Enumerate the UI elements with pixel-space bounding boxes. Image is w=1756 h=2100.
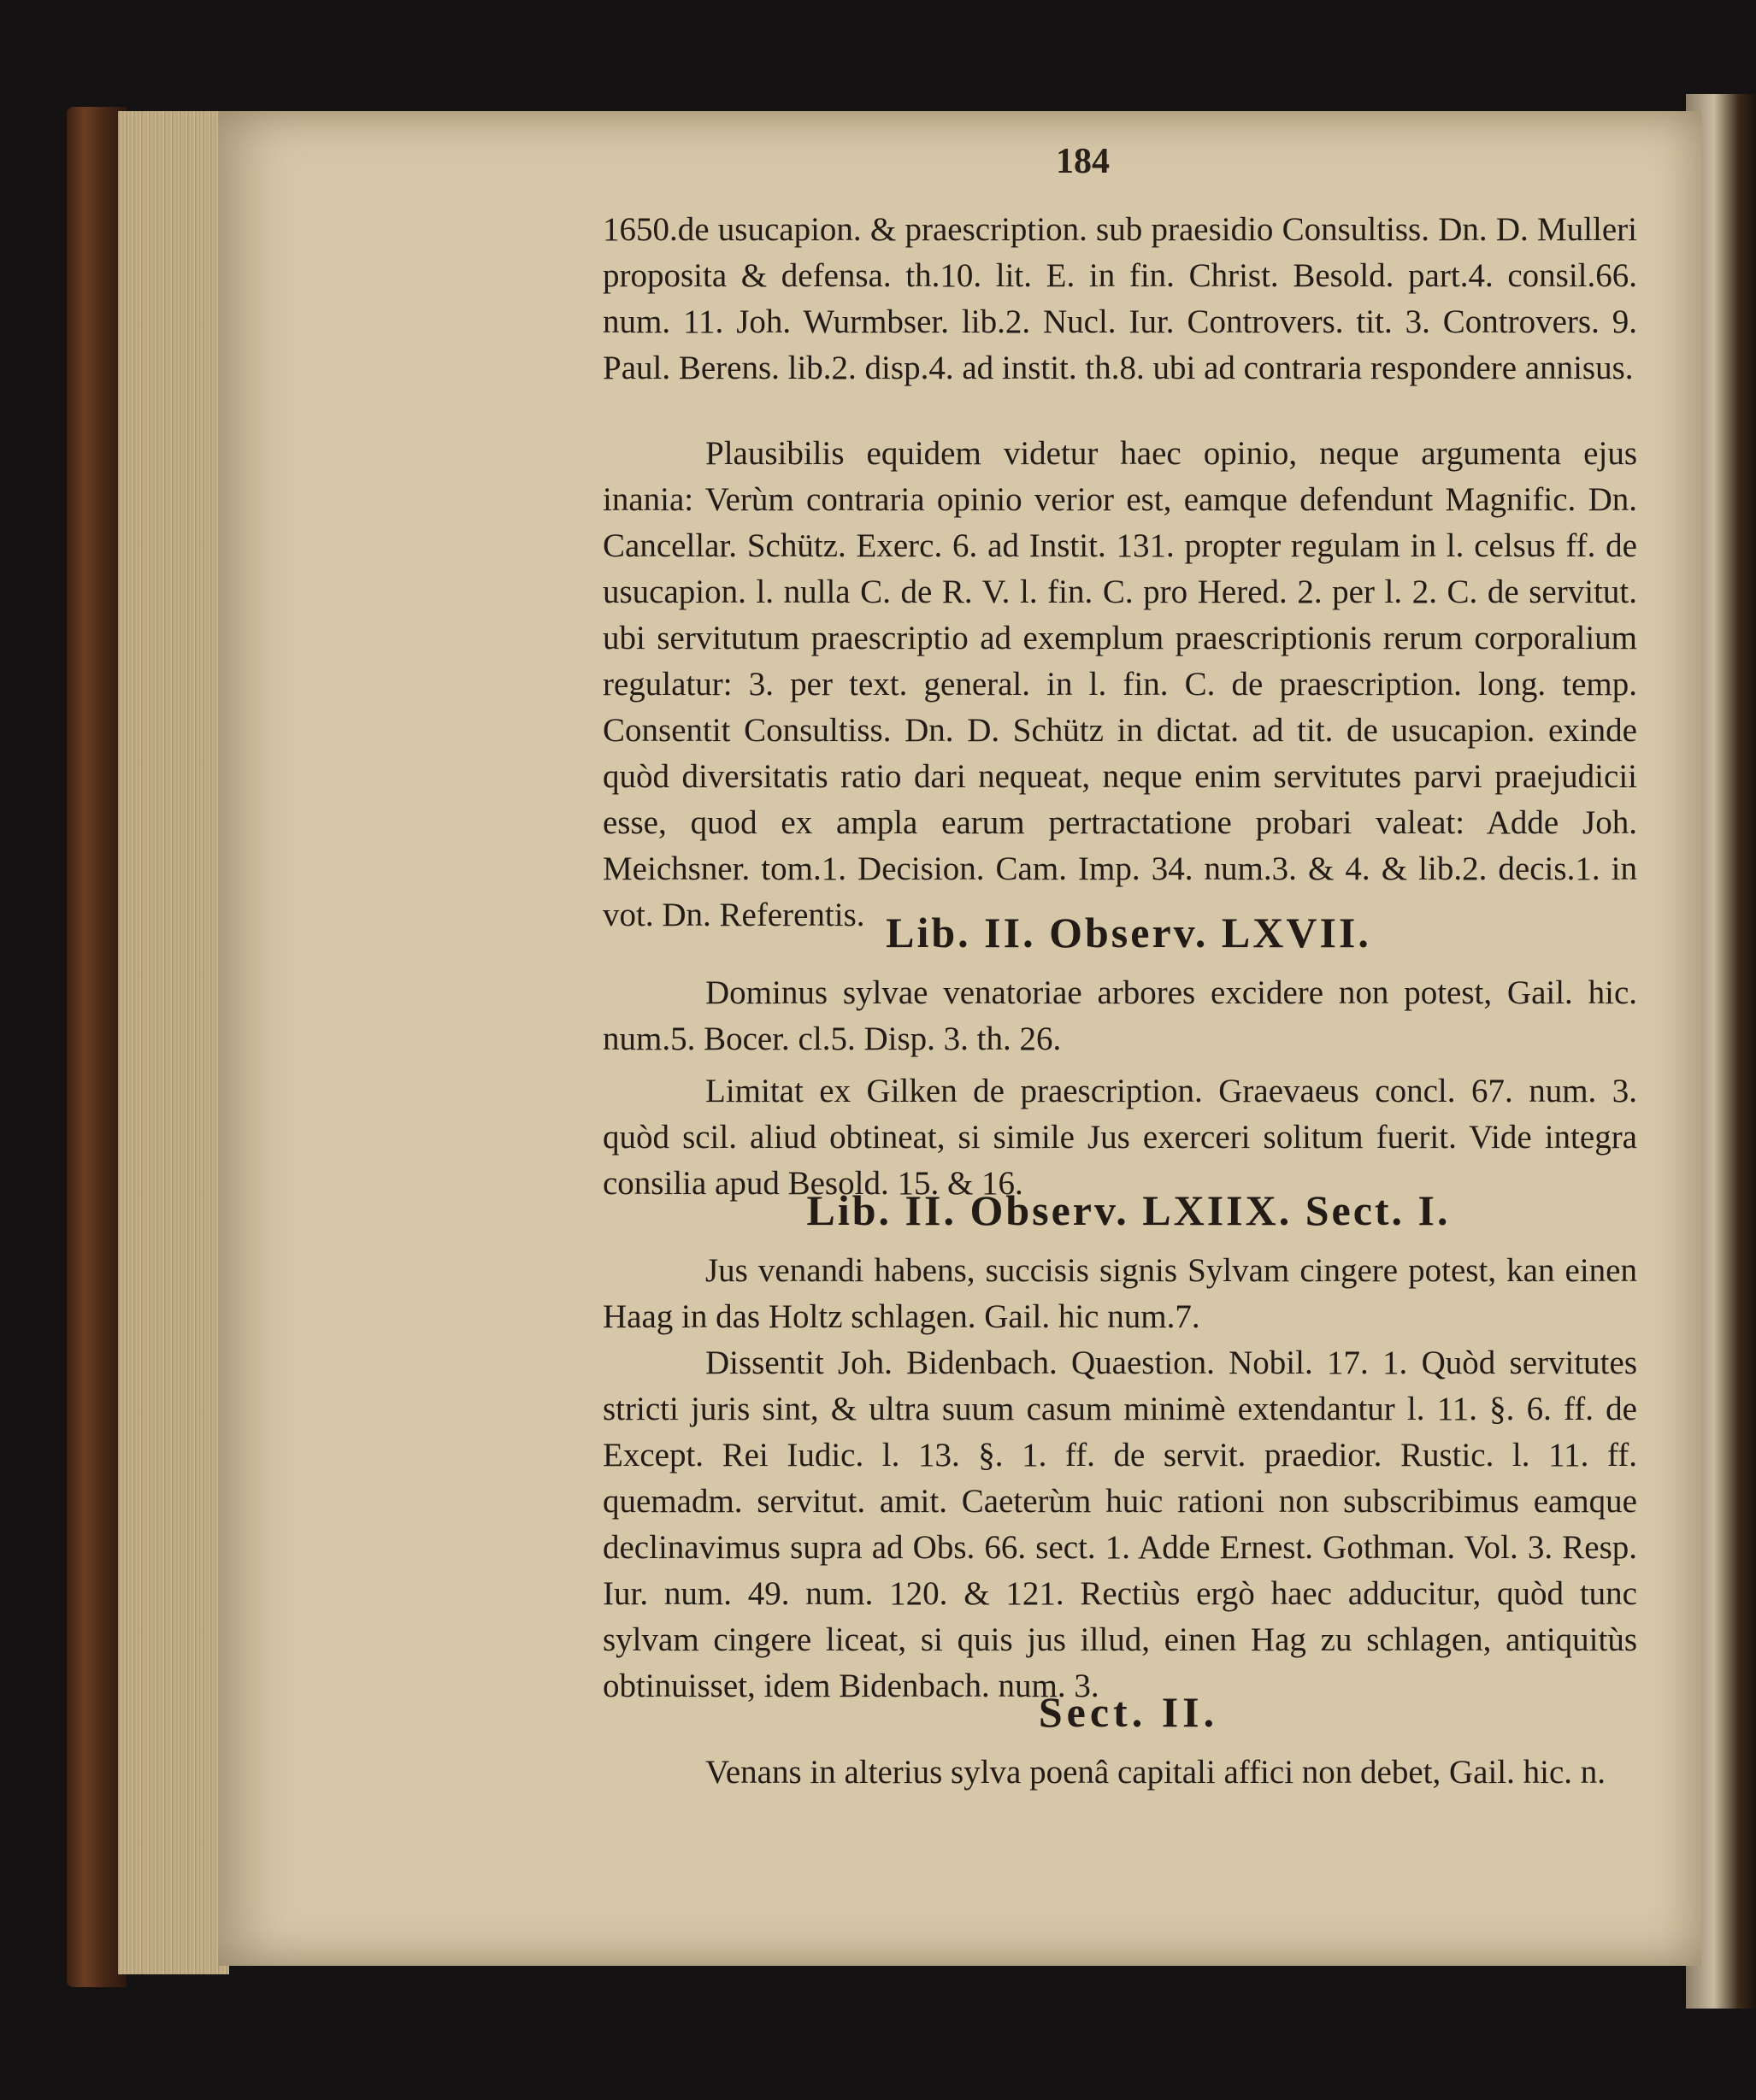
paragraph-1: 1650.de usucapion. & praescription. sub praesidio Consultiss. Dn. D. Mulleri proposita & defensa. th.10. lit. E. in fin. Christ. Besold. part.4. consil.66. num. 11. Joh. Wurmbser. lib.2. Nucl. Iur. Controvers. tit. 3. Controvers. 9. Paul. Berens. lib.2. disp.4. ad instit. th.8. ubi ad contraria respondere annisus. (603, 211, 1637, 386)
heading-sect-2: Sect. II. (1038, 1688, 1219, 1736)
page-number: 184 (1056, 142, 1110, 181)
heading-observ-67: Lib. II. Observ. LXVII. (886, 909, 1371, 956)
paragraph-2: Plausibilis equidem videtur haec opinio, neque argumenta ejus inania: Verùm contraria opinio verior est, eamque defendunt Magnific. Dn. Cancellar. Schütz. Exerc. 6. ad Instit. 131. propter regulam in l. celsus ff. de usucapion. l. nulla C. de R. V. l. fin. C. pro Hered. 2. per l. 2. C. de servitut. ubi servitutum praescriptio ad exemplum praescriptionis rerum corporalium regulatur: 3. per text. general. in l. fin. C. de praescription. long. temp. Consentit Consultiss. Dn. D. Schütz in dictat. ad tit. de usucapion. exinde quòd diversitatis ratio dari nequeat, neque enim servitutes parvi praejudicii esse, quod ex ampla earum pertractatione probari valeat: Adde Joh. Meichsner. tom.1. Decision. Cam. Imp. 34. num.3. & 4. & lib.2. decis.1. in vot. Dn. Referentis. (603, 435, 1637, 933)
page-edges (118, 111, 229, 1974)
paragraph-7: Venans in alterius sylva poenâ capitali affici non debet, Gail. hic. n. (705, 1754, 1606, 1791)
paragraph-3: Dominus sylvae venatoriae arbores excidere non potest, Gail. hic. num.5. Bocer. cl.5. Disp. 3. th. 26. (603, 974, 1637, 1057)
paragraph-4: Limitat ex Gilken de praescription. Graevaeus concl. 67. num. 3. quòd scil. aliud obtineat, si simile Jus exerceri solitum fuerit. Vide integra consilia apud Besold. 15. & 16. (603, 1073, 1637, 1202)
heading-observ-68: Lib. II. Observ. LXIIX. Sect. I. (806, 1186, 1451, 1234)
paragraph-6: Dissentit Joh. Bidenbach. Quaestion. Nobil. 17. 1. Quòd servitutes stricti juris sint, & ultra suum casum minimè extendantur l. 11. §. 6. ff. de Except. Rei Iudic. l. 13. §. 1. ff. de servit. praedior. Rustic. l. 11. ff. quemadm. servitut. amit. Caeterùm huic rationi non subscribimus eamque declinavimus supra ad Obs. 66. sect. 1. Adde Ernest. Gothman. Vol. 3. Resp. Iur. num. 49. num. 120. & 121. Rectiùs ergò haec adducitur, quòd tunc sylvam cingere liceat, si quis jus illud, einen Hag zu schlagen, antiquitùs obtinuisset, idem Bidenbach. num. 3. (603, 1344, 1637, 1704)
paragraph-5: Jus venandi habens, succisis signis Sylvam cingere potest, kan einen Haag in das Holtz schlagen. Gail. hic num.7. (603, 1252, 1637, 1335)
